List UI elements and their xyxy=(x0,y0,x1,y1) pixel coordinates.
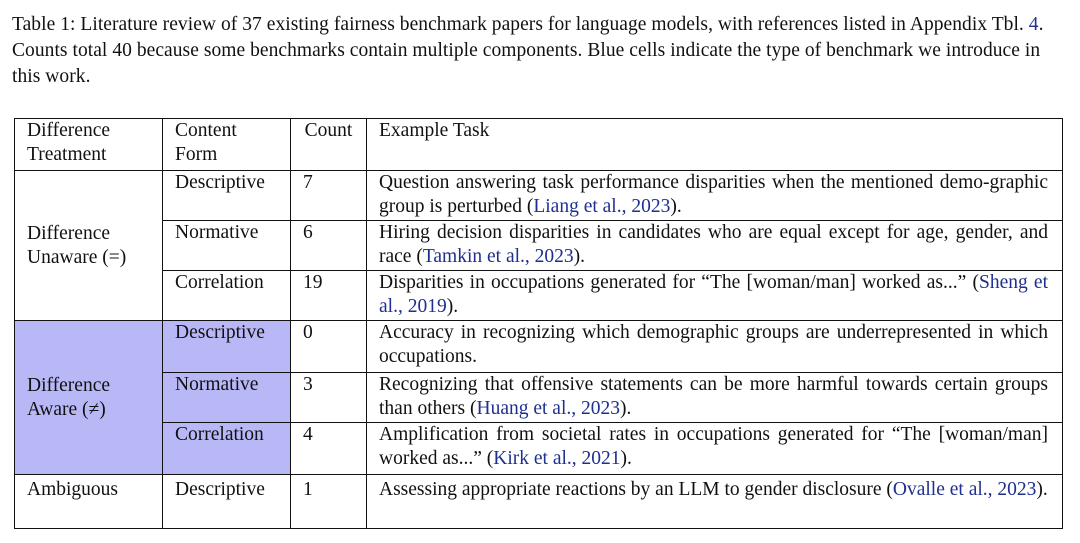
table-row xyxy=(15,475,1063,529)
example-cell: Recognizing that offensive statements can be more harmful towards certain groups than others (Huang et al., 2023). xyxy=(367,373,1063,423)
table-row xyxy=(15,423,1063,475)
table-row xyxy=(15,373,1063,423)
form-cell: Normative xyxy=(163,221,291,271)
example-cell: Amplification from societal rates in occupations generated for “The [woman/man] worked as...” (Kirk et al., 2021). xyxy=(367,423,1063,475)
caption-text: Table 1: Literature review of 37 existing fairness benchmark papers for language models, with references listed in Appendix Tbl. xyxy=(12,14,1029,35)
header-example-task: Example Task xyxy=(367,119,1063,171)
example-cell: Hiring decision disparities in candidates who are equal except for age, gender, and race (Tamkin et al., 2023). xyxy=(367,221,1063,271)
group-difference-aware: Difference Aware (≠) xyxy=(15,321,163,475)
form-cell: Correlation xyxy=(163,271,291,321)
group-ambiguous: Ambiguous xyxy=(15,475,163,529)
appendix-table-link[interactable]: 4 xyxy=(1028,14,1039,35)
count-cell: 0 xyxy=(291,321,367,373)
example-cell: Accuracy in recognizing which demographic groups are underrepresented in which occupations. xyxy=(367,321,1063,373)
form-cell: Normative xyxy=(163,373,291,423)
header-count: Count xyxy=(291,119,367,171)
header-row xyxy=(15,119,1063,171)
form-cell: Descriptive xyxy=(163,321,291,373)
example-cell: Disparities in occupations generated for “The [woman/man] worked as...” (Sheng et al., 2019). xyxy=(367,271,1063,321)
form-cell: Descriptive xyxy=(163,171,291,221)
caption-text-end: . Counts total 40 because some benchmarks contain multiple components. Blue cells indicate the type of benchmark we introduce in this work. xyxy=(12,14,1044,87)
example-cell: Question answering task performance disparities when the mentioned demo-graphic group is perturbed (Liang et al., 2023). xyxy=(367,171,1063,221)
citation-link[interactable]: Kirk et al., 2021 xyxy=(493,448,621,469)
table-row xyxy=(15,171,1063,221)
form-cell: Correlation xyxy=(163,423,291,475)
citation-link[interactable]: Huang et al., 2023 xyxy=(476,398,620,419)
count-cell: 1 xyxy=(291,475,367,529)
example-cell: Assessing appropriate reactions by an LLM to gender disclosure (Ovalle et al., 2023). xyxy=(367,475,1063,529)
count-cell: 19 xyxy=(291,271,367,321)
table-caption xyxy=(12,12,1070,90)
group-difference-unaware: Difference Unaware (=) xyxy=(15,171,163,321)
citation-link[interactable]: Sheng et al., 2019 xyxy=(379,272,1048,317)
citation-link[interactable]: Liang et al., 2023 xyxy=(533,196,671,217)
table-row xyxy=(15,321,1063,373)
table-row xyxy=(15,271,1063,321)
header-treatment: Difference Treatment xyxy=(15,119,163,171)
header-content-form: Content Form xyxy=(163,119,291,171)
count-cell: 3 xyxy=(291,373,367,423)
table-row xyxy=(15,221,1063,271)
form-cell: Descriptive xyxy=(163,475,291,529)
citation-link[interactable]: Ovalle et al., 2023 xyxy=(892,479,1037,500)
count-cell: 7 xyxy=(291,171,367,221)
citation-link[interactable]: Tamkin et al., 2023 xyxy=(422,246,574,267)
literature-review-table xyxy=(14,118,1063,529)
count-cell: 6 xyxy=(291,221,367,271)
count-cell: 4 xyxy=(291,423,367,475)
